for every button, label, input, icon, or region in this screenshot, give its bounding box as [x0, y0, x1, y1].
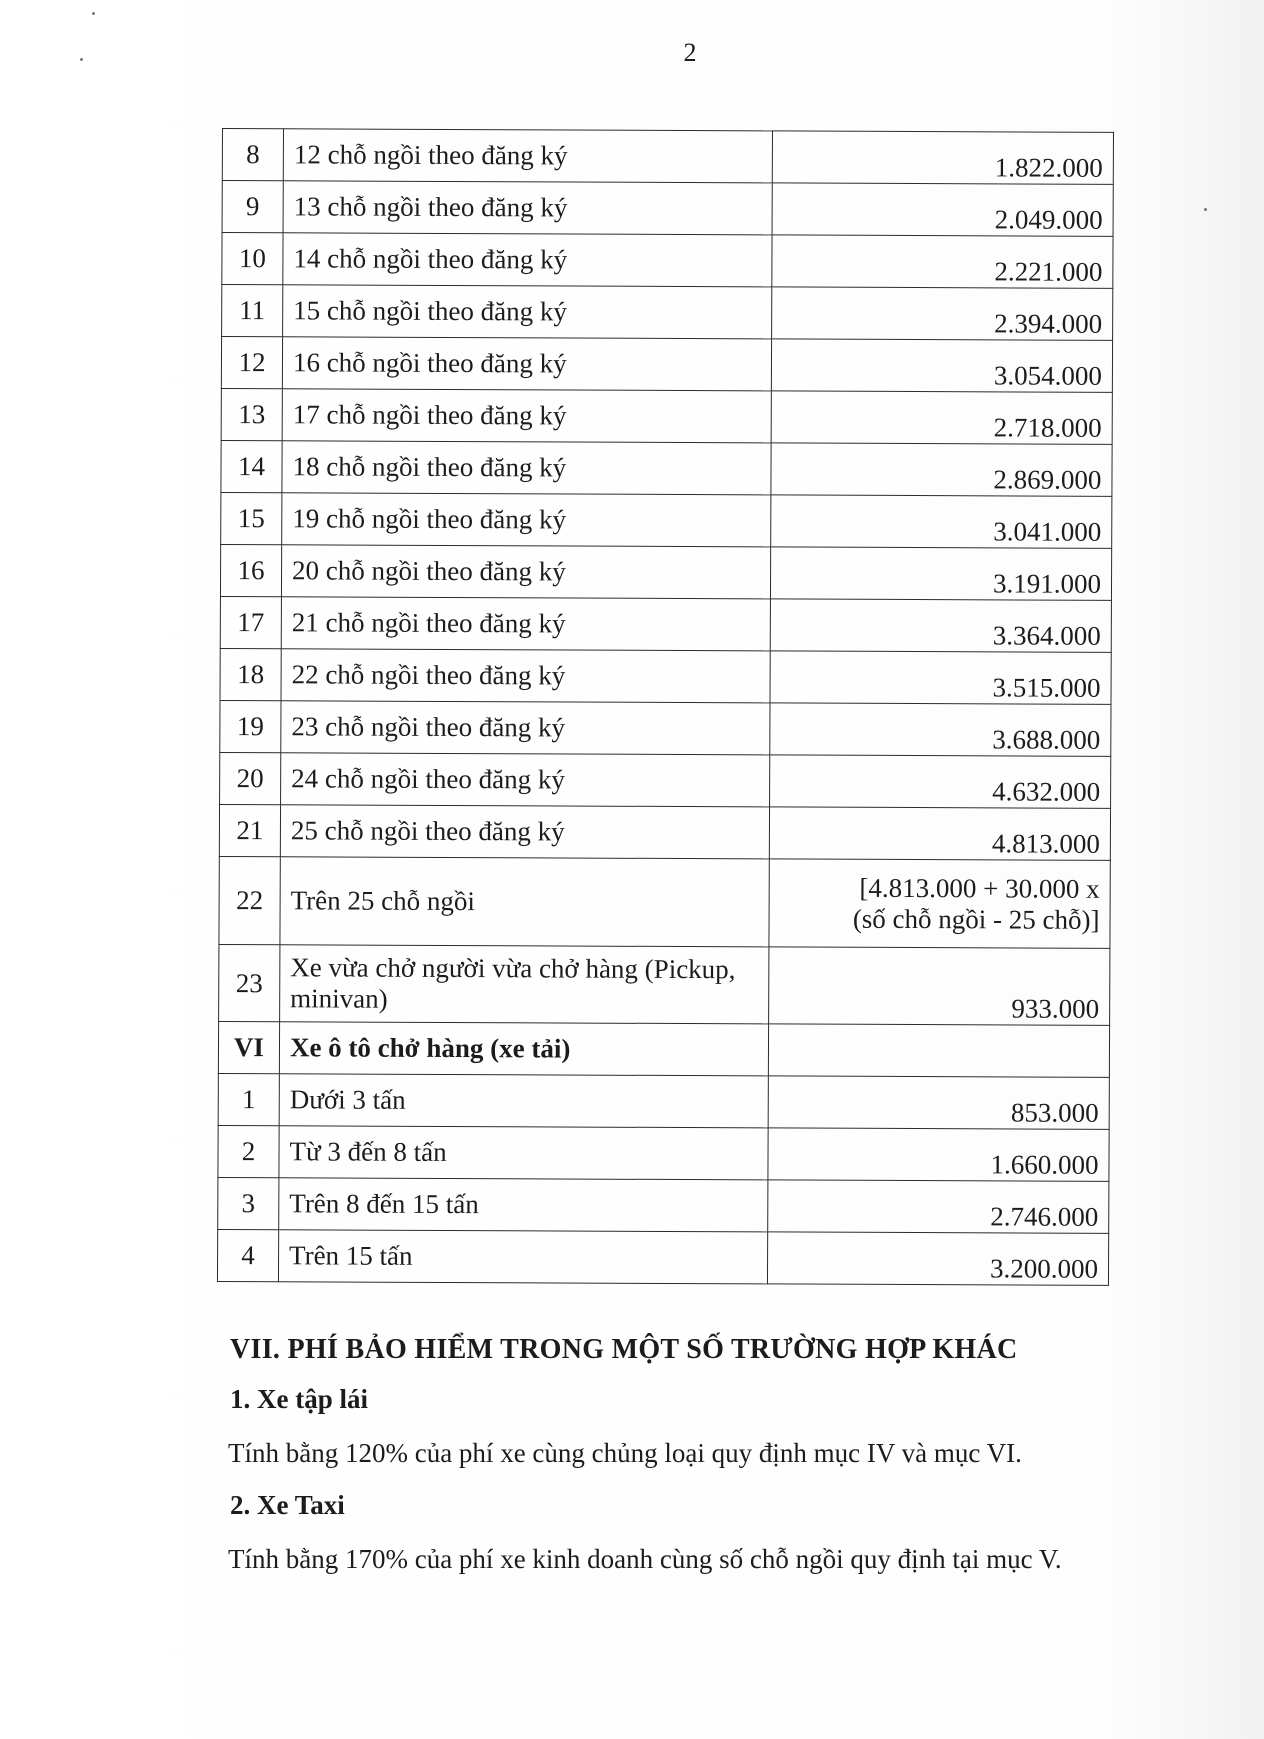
row-number: 15: [221, 492, 282, 544]
row-description: 22 chỗ ngồi theo đăng ký: [281, 649, 770, 703]
row-description: 23 chỗ ngồi theo đăng ký: [281, 701, 770, 755]
row-number: 17: [220, 596, 281, 648]
row-number: 11: [222, 285, 283, 337]
row-fee: 3.515.000: [770, 651, 1111, 704]
table-row: [222, 285, 1113, 341]
row-description: 17 chỗ ngồi theo đăng ký: [282, 389, 771, 443]
row-number: 14: [221, 440, 282, 492]
table-row: [220, 544, 1111, 600]
table-row: [221, 440, 1112, 496]
table-row: [221, 337, 1112, 393]
row-description: Từ 3 đến 8 tấn: [279, 1126, 768, 1180]
row-number: 8: [222, 129, 283, 181]
row-number: 19: [220, 700, 281, 752]
table-row: [220, 596, 1111, 652]
row-description: 16 chỗ ngồi theo đăng ký: [282, 337, 771, 391]
row-fee: 3.041.000: [771, 495, 1112, 548]
section-header-row: [218, 1021, 1109, 1077]
item-1-text: Tính bằng 120% của phí xe cùng chủng loại quy định mục IV và mục VI.: [228, 1438, 1022, 1468]
row-fee: 2.049.000: [772, 183, 1113, 236]
row-number: 20: [220, 752, 281, 804]
section-heading: Xe ô tô chở hàng (xe tải): [279, 1022, 768, 1076]
fee-formula-line: [4.813.000 + 30.000 x: [859, 872, 1100, 904]
row-number: 12: [221, 337, 282, 389]
description-line: Xe vừa chở người vừa chở hàng (Pickup,: [290, 952, 736, 985]
row-fee: 3.054.000: [771, 339, 1112, 392]
row-fee: 853.000: [768, 1076, 1109, 1129]
row-number: 23: [219, 944, 280, 1021]
scan-speck: [92, 12, 95, 15]
table-row: [219, 944, 1110, 1025]
row-number: 3: [218, 1177, 279, 1229]
row-number: 18: [220, 648, 281, 700]
row-fee: 2.746.000: [768, 1180, 1109, 1233]
row-number: 1: [218, 1073, 279, 1125]
item-2-title: 2. Xe Taxi: [230, 1490, 345, 1520]
row-fee: 2.718.000: [771, 391, 1112, 444]
row-fee-formula: [769, 859, 1110, 948]
fee-table: [217, 128, 1114, 1286]
fee-formula-line: (số chỗ ngồi - 25 chỗ)]: [852, 903, 1100, 935]
row-description: 14 chỗ ngồi theo đăng ký: [283, 233, 772, 287]
row-fee: 1.660.000: [768, 1128, 1109, 1181]
row-number: 9: [222, 181, 283, 233]
row-fee: 933.000: [769, 947, 1110, 1025]
table-row: [222, 181, 1113, 237]
row-number: 4: [217, 1229, 278, 1281]
row-number: 16: [220, 544, 281, 596]
section-vii-title: VII. PHÍ BẢO HIỂM TRONG MỘT SỐ TRƯỜNG HỢP KHÁC: [230, 1334, 1018, 1365]
row-number: 10: [222, 233, 283, 285]
row-number: 2: [218, 1125, 279, 1177]
scan-speck: [1204, 208, 1207, 211]
table-row: [221, 492, 1112, 548]
row-fee: 2.221.000: [772, 235, 1113, 288]
table-row: [219, 856, 1110, 948]
row-fee: 4.632.000: [770, 755, 1111, 808]
row-fee: 3.364.000: [770, 599, 1111, 652]
row-fee: 4.813.000: [769, 807, 1110, 860]
row-number: 22: [219, 856, 280, 944]
description-line: minivan): [290, 983, 388, 1014]
table-row: [222, 233, 1113, 289]
table-row: [220, 752, 1111, 808]
row-fee: 2.869.000: [771, 443, 1112, 496]
table-row: [218, 1177, 1109, 1233]
page-number: 2: [683, 38, 697, 67]
table-row: [220, 648, 1111, 704]
row-description: 20 chỗ ngồi theo đăng ký: [281, 545, 770, 599]
row-description: [280, 945, 769, 1024]
row-description: 15 chỗ ngồi theo đăng ký: [283, 285, 772, 339]
row-fee: 2.394.000: [772, 287, 1113, 340]
row-fee: [768, 1024, 1109, 1077]
row-fee: 3.688.000: [770, 703, 1111, 756]
row-description: Trên 8 đến 15 tấn: [279, 1178, 768, 1232]
row-description: 18 chỗ ngồi theo đăng ký: [282, 441, 771, 495]
table-row: [218, 1125, 1109, 1181]
row-description: Dưới 3 tấn: [279, 1074, 768, 1128]
row-description: 12 chỗ ngồi theo đăng ký: [283, 129, 772, 183]
row-description: 19 chỗ ngồi theo đăng ký: [282, 493, 771, 547]
item-1-title: 1. Xe tập lái: [230, 1384, 368, 1414]
row-fee: 3.200.000: [767, 1232, 1108, 1285]
row-description: Trên 15 tấn: [278, 1230, 767, 1284]
table-row: [222, 129, 1113, 185]
table-row: [217, 1229, 1108, 1285]
table-row: [219, 804, 1110, 860]
row-description: 25 chỗ ngồi theo đăng ký: [280, 805, 769, 859]
table-row: [218, 1073, 1109, 1129]
row-fee: 3.191.000: [770, 547, 1111, 600]
row-description: Trên 25 chỗ ngồi: [280, 857, 769, 947]
row-description: 21 chỗ ngồi theo đăng ký: [281, 597, 770, 651]
table-row: [221, 388, 1112, 444]
row-description: 24 chỗ ngồi theo đăng ký: [281, 753, 770, 807]
row-number: 13: [221, 388, 282, 440]
item-2-text: Tính bằng 170% của phí xe kinh doanh cùng số chỗ ngồi quy định tại mục V.: [228, 1544, 1062, 1574]
section-number: VI: [218, 1021, 279, 1073]
row-description: 13 chỗ ngồi theo đăng ký: [283, 181, 772, 235]
row-fee: 1.822.000: [772, 131, 1113, 184]
row-number: 21: [219, 804, 280, 856]
table-row: [220, 700, 1111, 756]
